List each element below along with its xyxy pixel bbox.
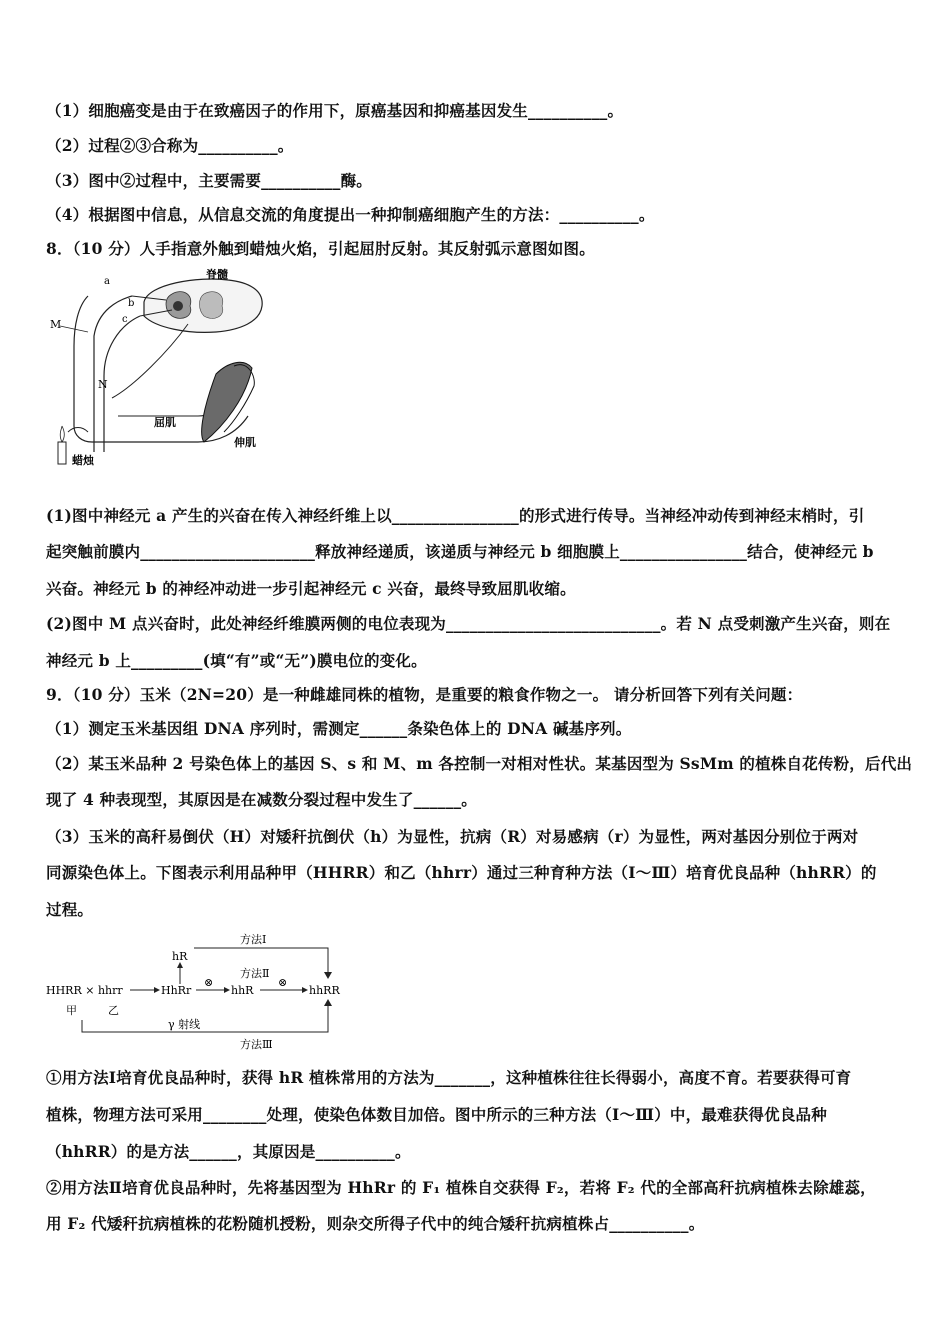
q7-part4: （4）根据图中信息，从信息交流的角度提出一种抑制癌细胞产生的方法：__________。 — [46, 205, 655, 224]
gray-matter-right — [200, 292, 223, 319]
method1-label: 方法Ⅰ — [240, 933, 267, 946]
q9-sub1: （1）测定玉米基因组 DNA 序列时，需测定______条染色体上的 DNA 碱基序列。 — [46, 719, 632, 738]
q8-sub1-line2: 起突触前膜内______________________释放神经递质，该递质与神经元 b 细胞膜上________________结合，使神经元 b — [46, 542, 874, 561]
q7-part2: （2）过程②③合称为__________。 — [46, 136, 294, 155]
q9-c2-line2: 用 F₂ 代矮秆抗病植株的花粉随机授粉，则杂交所得子代中的纯合矮秆抗病植株占__________。 — [46, 1214, 705, 1233]
label-a: a — [104, 276, 110, 287]
reflex-arc-figure — [48, 266, 278, 476]
parents-cross-label: HHRR × hhrr — [46, 984, 123, 997]
target-variety-label: hhRR — [309, 984, 340, 997]
parent-yi-label: 乙 — [108, 1004, 119, 1017]
candle-body — [58, 442, 66, 464]
q9-c2-line1: ②用方法Ⅱ培育优良品种时，先将基因型为 HhRr 的 F₁ 植株自交获得 F₂，若将 F₂ 代的全部高秆抗病植株去除雄蕊， — [46, 1178, 876, 1197]
label-b: b — [128, 298, 135, 309]
self-cross-icon-2: ⊗ — [278, 976, 288, 989]
q9-sub3-line2: 同源染色体上。下图表示利用品种甲（HHRR）和乙（hhrr）通过三种育种方法（Ⅰ～Ⅲ）培育优良品种（hhRR）的 — [46, 863, 877, 882]
spinal-cord-label: 脊髓 — [206, 268, 228, 281]
neuron-b-body — [173, 301, 183, 311]
q9-c1-line2: 植株，物理方法可采用________处理，使染色体数目加倍。图中所示的三种方法（Ⅰ～Ⅲ）中，最难获得优良品种 — [46, 1105, 827, 1124]
method3-arrowhead — [324, 999, 332, 1006]
q9-c1-line3: （hhRR）的是方法______，其原因是__________。 — [46, 1142, 411, 1161]
q8-sub2-line1: (2)图中 M 点兴奋时，此处神经纤维膜两侧的电位表现为___________________________。若 N 点受刺激产生兴奋，则在 — [46, 614, 891, 633]
q7-part3: （3）图中②过程中，主要需要__________酶。 — [46, 171, 372, 190]
label-M-line — [60, 326, 88, 332]
flexor-label: 屈肌 — [154, 416, 176, 429]
candle-flame — [60, 426, 64, 442]
q9-sub3-line3: 过程。 — [46, 900, 94, 919]
self-cross-icon-1: ⊗ — [204, 976, 214, 989]
parent-jia-label: 甲 — [66, 1004, 77, 1017]
q7-part1: （1）细胞癌变是由于在致癌因子的作用下，原癌基因和抑癌基因发生__________。 — [46, 101, 624, 120]
reflex-arc-diagram — [48, 266, 278, 476]
label-M: M — [50, 318, 62, 331]
label-c: c — [122, 314, 128, 325]
q9-sub2-line2: 现了 4 种表现型，其原因是在减数分裂过程中发生了______。 — [46, 790, 477, 809]
q9-sub2-line1: （2）某玉米品种 2 号染色体上的基因 S、s 和 M、m 各控制一对相对性状。某基因型为 SsMm 的植株自花传粉，后代出 — [46, 754, 913, 773]
hR-haploid-label: hR — [172, 950, 188, 963]
finger-outline — [68, 428, 88, 433]
method2-label: 方法Ⅱ — [240, 967, 270, 980]
q8-sub2-line2: 神经元 b 上_________(填“有”或“无”)膜电位的变化。 — [46, 651, 427, 670]
flexor-muscle — [202, 362, 252, 442]
method3-label: 方法Ⅲ — [240, 1038, 273, 1051]
candle-label: 蜡烛 — [72, 454, 94, 467]
q8-sub1-line1: (1)图中神经元 a 产生的兴奋在传入神经纤维上以________________的形式进行传导。当神经冲动传到神经末梢时，引 — [46, 506, 865, 525]
method1-arrowhead — [324, 972, 332, 979]
q8-sub1-line3: 兴奋。神经元 b 的神经冲动进一步引起神经元 c 兴奋，最终导致屈肌收缩。 — [46, 579, 576, 598]
motor-fiber — [112, 324, 188, 398]
label-N: N — [98, 378, 108, 391]
efferent-nerve — [104, 316, 140, 452]
gamma-ray-label: γ 射线 — [168, 1018, 201, 1031]
extensor-label: 伸肌 — [234, 436, 256, 449]
q9-c1-line1: ①用方法Ⅰ培育优良品种时，获得 hR 植株常用的方法为_______，这种植株往往长得弱小，高度不育。若要获得可育 — [46, 1068, 852, 1087]
q8-stem: 8．（10 分）人手指意外触到蜡烛火焰，引起屈肘反射。其反射弧示意图如图。 — [46, 239, 595, 258]
cross-arrowhead — [154, 987, 160, 993]
hhR-intermediate-label: hhR — [231, 984, 254, 997]
self1-arrowhead — [224, 987, 230, 993]
q9-stem: 9．（10 分）玉米（2N=20）是一种雌雄同株的植物，是重要的粮食作物之一。 请分析回答下列有关问题： — [46, 685, 803, 704]
breeding-methods-diagram — [46, 928, 356, 1052]
hybrid-label: HhRr — [161, 984, 192, 997]
self2-arrowhead — [302, 987, 308, 993]
q9-sub3-line1: （3）玉米的高秆易倒伏（H）对矮秆抗倒伏（h）为显性，抗病（R）对易感病（r）为显性，两对基因分别位于两对 — [46, 827, 859, 846]
breeding-methods-figure — [46, 928, 356, 1052]
